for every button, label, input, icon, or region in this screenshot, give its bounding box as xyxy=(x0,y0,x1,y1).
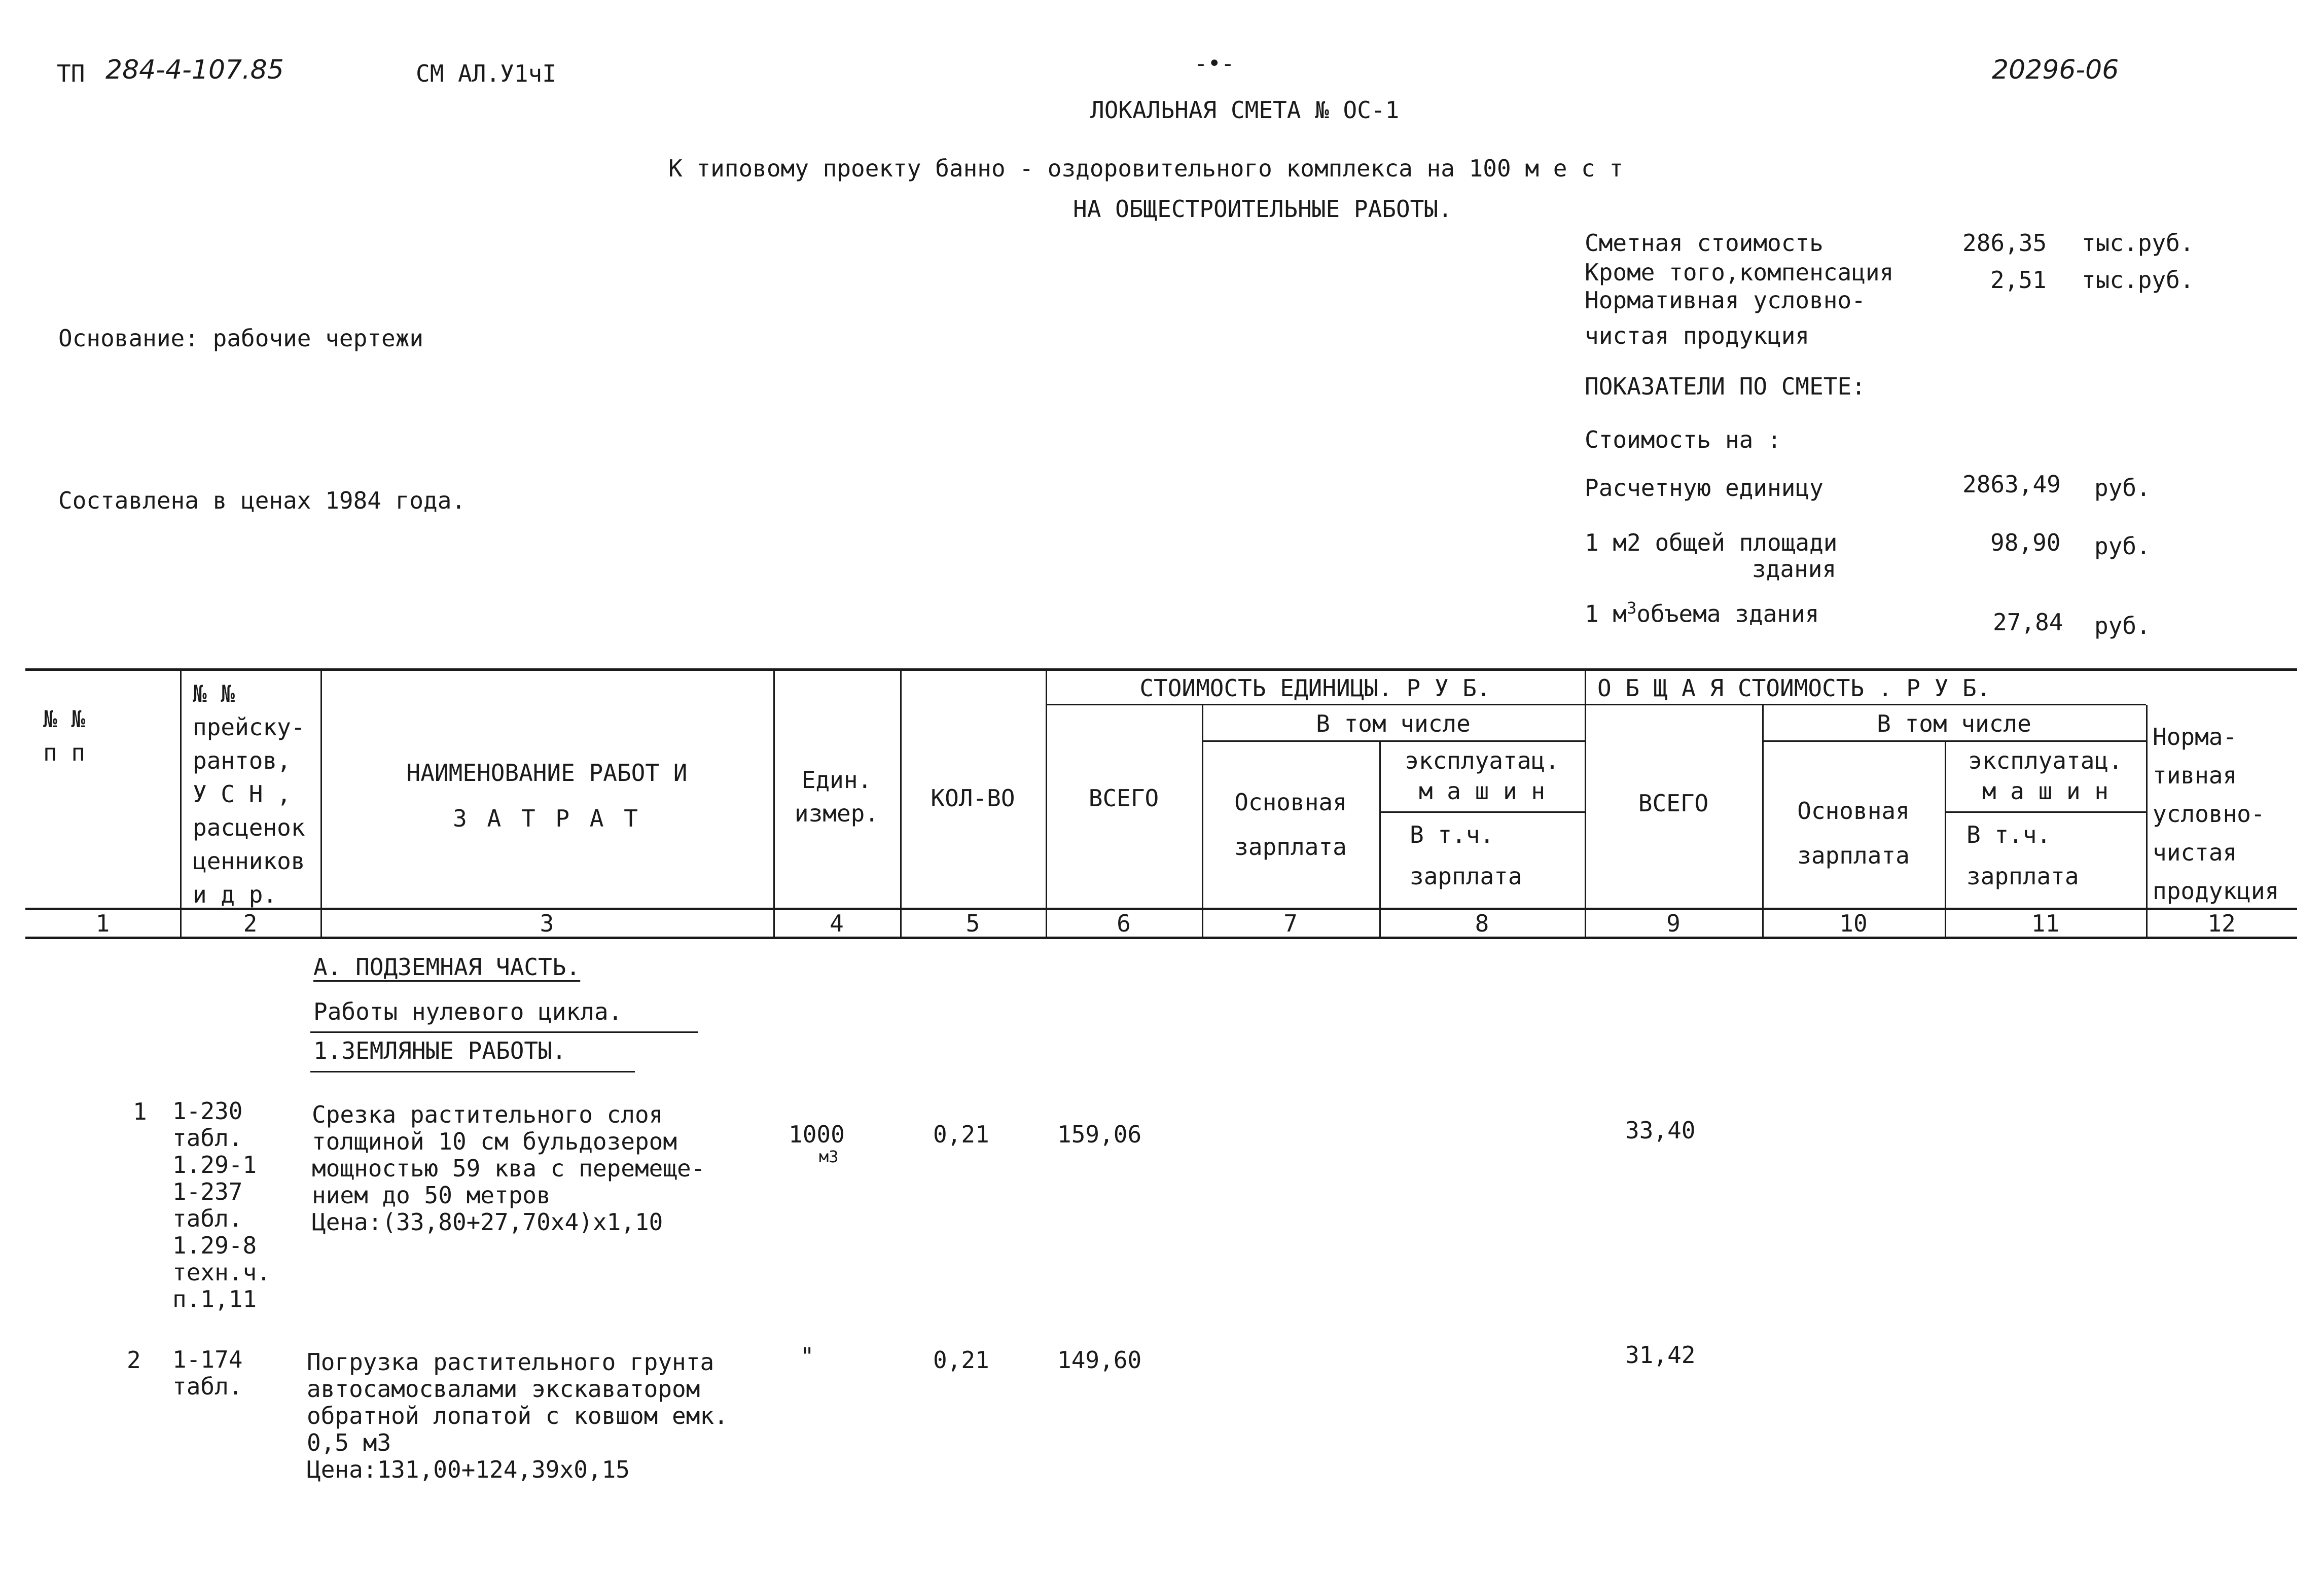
registry-number: 20296-06 xyxy=(1992,55,2119,85)
indicators-title: ПОКАЗАТЕЛИ ПО СМЕТЕ: xyxy=(1585,373,1866,400)
row-price-code: 1-230 табл. 1.29-1 1-237 табл. 1.29-8 техн.ч. п.1,11 xyxy=(172,1097,271,1313)
column-number: 12 xyxy=(2207,910,2236,937)
doc-code: ТП xyxy=(57,60,85,87)
header-total-cost: О Б Щ А Я СТОИМОСТЬ . Р У Б. xyxy=(1597,674,1991,702)
volume-value: 27,84 xyxy=(1993,608,2063,636)
row-unit-total: 159,06 xyxy=(1057,1121,1142,1148)
row-unit-suffix: м3 xyxy=(819,1147,839,1166)
header-total-incl-rule xyxy=(1762,740,2146,742)
area-value: 98,90 xyxy=(1990,529,2061,556)
row-unit: 1000 xyxy=(789,1121,845,1148)
row-price-code: 1-174 табл. xyxy=(172,1346,243,1400)
col-divider xyxy=(2146,705,2148,938)
header-work-name: НАИМЕНОВАНИЕ РАБОТ И xyxy=(406,759,688,786)
series-code: СМ АЛ.У1чI xyxy=(416,60,556,87)
subsection-rule xyxy=(310,1071,635,1072)
header-unit-incl-salary: В т.ч. зарплата xyxy=(1410,821,1522,890)
row-quantity: 0,21 xyxy=(933,1121,989,1148)
header-unit-machines: эксплуатац. м а ш и н xyxy=(1405,747,1559,805)
header-cost-rule xyxy=(1046,704,2146,705)
row-work-name: Срезка растительного слоя толщиной 10 см бульдозером мощностью 59 ква с перемеще- нием до 50 метров Цена:(33,80+27,70х4)х1,10 xyxy=(312,1101,705,1236)
column-number: 11 xyxy=(2031,910,2060,937)
row-unit-total: 149,60 xyxy=(1057,1346,1142,1374)
column-number: 7 xyxy=(1283,910,1298,937)
row-number: 1 xyxy=(133,1098,147,1125)
header-unit-including: В том числе xyxy=(1316,710,1471,737)
header-row-number: № № п п xyxy=(43,705,86,766)
estimate-cost-label: Сметная стоимость xyxy=(1585,229,1824,257)
estimate-cost-value: 286,35 xyxy=(1962,229,2047,257)
column-number: 6 xyxy=(1117,910,1131,937)
section-cycle-heading: Работы нулевого цикла. xyxy=(313,998,623,1025)
row-total: 31,42 xyxy=(1625,1341,1696,1369)
normative-label-2: чистая продукция xyxy=(1585,322,1810,349)
header-total-all: ВСЕГО xyxy=(1638,790,1709,817)
column-number: 1 xyxy=(95,910,110,937)
row-unit: " xyxy=(800,1343,814,1370)
doc-subtitle: К типовому проекту банно - оздоровительного комплекса на 100 м е с т xyxy=(668,155,1624,182)
column-number: 10 xyxy=(1839,910,1868,937)
area-label-2: здания xyxy=(1752,555,1837,583)
header-work-costs: З А Т Р А Т xyxy=(453,805,641,832)
table-top-rule xyxy=(25,668,2297,671)
compensation-value: 2,51 xyxy=(1990,266,2047,294)
row-work-name: Погрузка растительного грунта автосамосвалами экскаватором обратной лопатой с ковшом емк. 0,5 м3 Цена:131,00+124,39х0,15 xyxy=(307,1348,728,1483)
header-unit-measure: Един. измер. xyxy=(794,766,879,827)
header-price-list: № № прейску- рантов, У С Н , расценок ценников и д р. xyxy=(193,680,305,908)
normative-label-1: Нормативная условно- xyxy=(1585,287,1866,314)
column-number: 9 xyxy=(1666,910,1681,937)
header-total-machines: эксплуатац. м а ш и н xyxy=(1968,747,2123,805)
calc-unit-label: Расчетную единицу xyxy=(1585,474,1824,502)
price-year-note: Составлена в ценах 1984 года. xyxy=(58,487,466,514)
column-number: 3 xyxy=(540,910,554,937)
header-unit-cost: СТОИМОСТЬ ЕДИНИЦЫ. Р У Б. xyxy=(1139,674,1491,702)
section-cycle-rule xyxy=(310,1031,698,1033)
section-part-heading: А. ПОДЗЕМНАЯ ЧАСТЬ. xyxy=(313,953,581,981)
area-unit: руб. xyxy=(2094,532,2151,560)
header-normative-product: Норма- тивная условно- чистая продукция xyxy=(2153,723,2279,905)
column-number: 8 xyxy=(1475,910,1489,937)
column-number: 4 xyxy=(830,910,844,937)
col-divider xyxy=(180,670,182,938)
row-quantity: 0,21 xyxy=(933,1346,989,1374)
calc-unit-unit: руб. xyxy=(2094,474,2151,502)
row-total: 33,40 xyxy=(1625,1117,1696,1144)
header-unit-machine-rule xyxy=(1379,811,1585,813)
header-unit-all: ВСЕГО xyxy=(1088,784,1159,812)
subsection-heading: 1.ЗЕМЛЯНЫЕ РАБОТЫ. xyxy=(313,1037,566,1064)
page-mark: -•- xyxy=(1194,51,1235,77)
header-quantity: КОЛ-ВО xyxy=(931,784,1015,812)
doc-scope: НА ОБЩЕСТРОИТЕЛЬНЫЕ РАБОТЫ. xyxy=(1073,195,1452,223)
compensation-unit: тыс.руб. xyxy=(2082,266,2194,294)
estimate-cost-unit: тыс.руб. xyxy=(2082,229,2194,257)
header-total-machine-rule xyxy=(1945,811,2146,813)
calc-unit-value: 2863,49 xyxy=(1962,471,2061,498)
header-total-base-salary: Основная зарплата xyxy=(1797,797,1910,869)
column-number: 5 xyxy=(966,910,980,937)
header-total-incl-salary: В т.ч. зарплата xyxy=(1967,821,2079,890)
compensation-label: Кроме того,компенсация xyxy=(1585,259,1894,286)
row-number: 2 xyxy=(127,1346,141,1374)
cost-per-label: Стоимость на : xyxy=(1585,426,1781,453)
volume-unit: руб. xyxy=(2094,612,2151,639)
volume-label: 1 $м^3объема$ здания xyxy=(1585,598,1819,628)
header-unit-base-salary: Основная зарплата xyxy=(1234,789,1347,861)
area-label-1: 1 м2 общей площади xyxy=(1585,529,1838,556)
header-total-including: В том числе xyxy=(1877,710,2031,737)
basis-note: Основание: рабочие чертежи xyxy=(58,325,424,352)
project-number: 284-4-107.85 xyxy=(105,55,284,85)
column-number: 2 xyxy=(243,910,258,937)
header-unit-incl-rule xyxy=(1202,740,1585,742)
doc-title: ЛОКАЛЬНАЯ СМЕТА № ОС-1 xyxy=(1090,96,1400,124)
